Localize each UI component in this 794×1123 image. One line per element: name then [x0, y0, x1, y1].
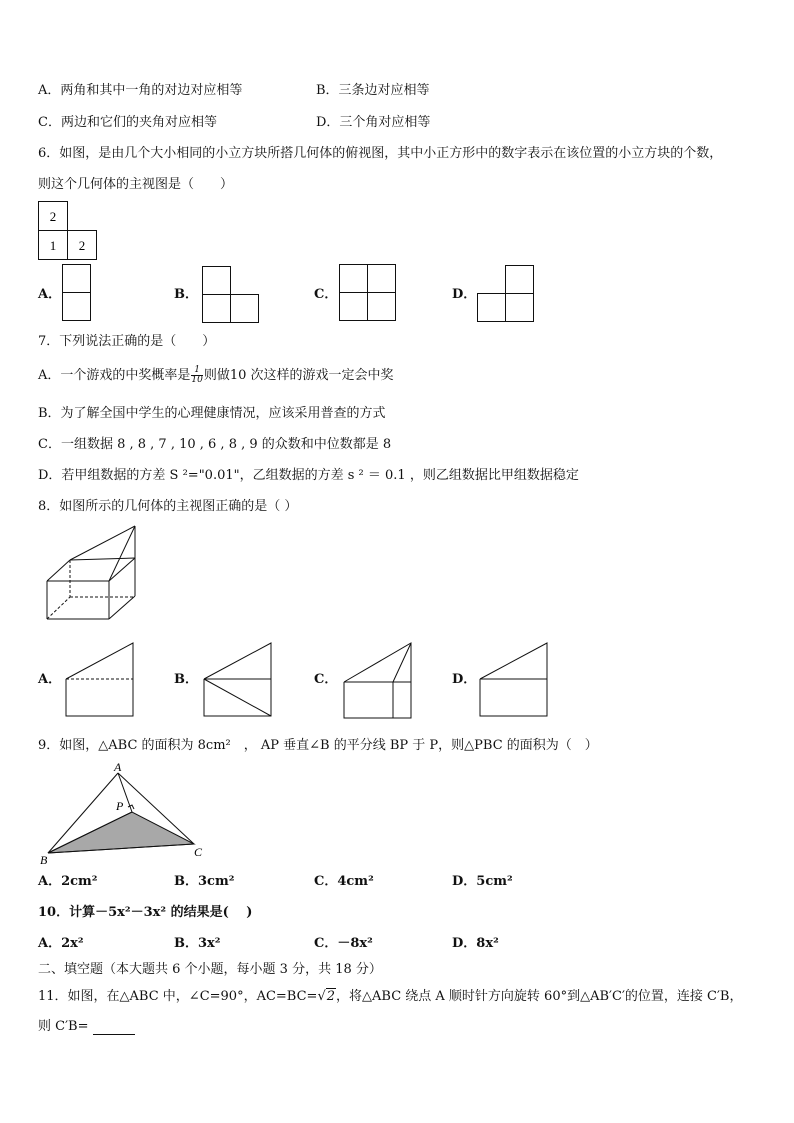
q10-option-d: D．8x²	[452, 936, 499, 951]
point-c-label: C	[194, 845, 203, 859]
q5-option-b: B．三条边对应相等	[316, 83, 430, 98]
q8-option-b-figure	[203, 642, 275, 720]
q5-option-d: D．三个角对应相等	[316, 115, 431, 130]
q10-option-a: A．2x²	[38, 936, 84, 951]
grid-count-bottom-left: 1	[49, 238, 57, 253]
q6-stem-line2: 则这个几何体的主视图是（ ）	[38, 177, 234, 192]
q9-option-d: D．5cm²	[452, 874, 513, 889]
q10-stem: 10．计算－5x²－3x² 的结果是( )	[38, 905, 253, 920]
q6-label-c: C．	[314, 287, 338, 302]
q6-option-d-figure	[477, 265, 537, 325]
q6-label-a: A．	[38, 287, 62, 302]
q8-label-a: A．	[38, 672, 62, 687]
q7-option-d: D．若甲组数据的方差 S ²="0.01"，乙组数据的方差 s ² ＝ 0.1 ，则乙组数据比甲组数据稳定	[38, 468, 579, 483]
square-root: √2	[317, 989, 336, 1004]
q9-triangle-figure	[36, 760, 216, 868]
q8-option-c-figure	[343, 642, 415, 720]
q8-label-d: D．	[452, 672, 477, 687]
q6-label-d: D．	[452, 287, 477, 302]
q8-option-a-figure	[65, 642, 137, 720]
fraction: $\frac{1}{10}$	[191, 365, 203, 385]
q5-option-a: A．两角和其中一角的对边对应相等	[38, 83, 243, 98]
q6-top-view-grid	[38, 201, 98, 261]
section-heading-fill-in: 二、填空题（本大题共 6 个小题，每小题 3 分，共 18 分）	[38, 962, 382, 977]
q7-stem: 7．下列说法正确的是（ ）	[38, 334, 216, 349]
q7-option-c: C．一组数据 8 , 8 , 7 , 10 , 6 , 8 , 9 的众数和中位数都是 8	[38, 437, 392, 452]
point-a-label: A	[114, 760, 122, 774]
q11-stem-line2: 则 C′B=	[38, 1019, 135, 1035]
point-b-label: B	[40, 853, 48, 867]
q10-option-b: B．3x²	[174, 936, 221, 951]
q11-stem-line1: 11．如图，在△ABC 中，∠C=90°，AC=BC=√2，将△ABC 绕点 A 顺时针方向旋转 60°到△AB′C′的位置，连接 C′B，	[38, 989, 743, 1004]
q8-solid-figure	[44, 524, 144, 624]
q8-stem: 8．如图所示的几何体的主视图正确的是（ ）	[38, 499, 298, 514]
q6-stem-line1: 6．如图，是由几个大小相同的小立方块所搭几何体的俯视图，其中小正方形中的数字表示在该位置的小立方块的个数，	[38, 146, 723, 161]
q6-option-a-figure	[62, 264, 92, 322]
q5-option-c: C．两边和它们的夹角对应相等	[38, 115, 217, 130]
answer-blank[interactable]	[93, 1022, 135, 1035]
q6-option-b-figure	[202, 266, 262, 326]
q9-option-b: B．3cm²	[174, 874, 235, 889]
q9-stem: 9．如图，△ABC 的面积为 8cm² ， AP 垂直∠B 的平分线 BP 于 P，则△PBC 的面积为（ ）	[38, 738, 598, 753]
q7-option-a: A．一个游戏的中奖概率是 $\frac{1}{10}$ 则做10 次这样的游戏一定会中奖	[38, 365, 394, 385]
q8-label-c: C．	[314, 672, 338, 687]
grid-count-top: 2	[49, 209, 57, 224]
q8-label-b: B．	[174, 672, 198, 687]
q10-option-c: C．－8x²	[314, 936, 373, 951]
q6-label-b: B．	[174, 287, 198, 302]
q8-option-d-figure	[479, 642, 551, 720]
grid-count-bottom-right: 2	[78, 238, 86, 253]
q9-option-a: A．2cm²	[38, 874, 98, 889]
q7-option-b: B．为了解全国中学生的心理健康情况，应该采用普查的方式	[38, 406, 386, 421]
point-p-label: P	[116, 799, 124, 813]
q9-option-c: C．4cm²	[314, 874, 374, 889]
q6-option-c-figure	[339, 264, 399, 324]
